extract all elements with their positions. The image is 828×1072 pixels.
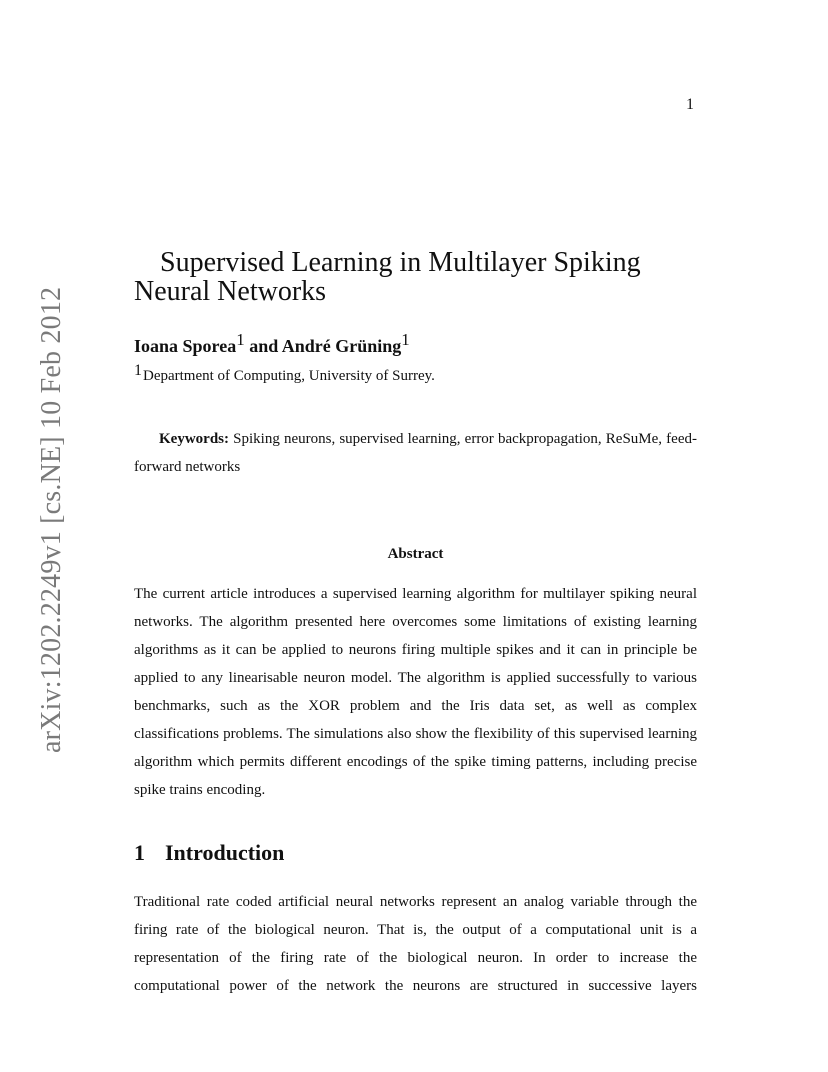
keywords-label: Keywords: — [159, 431, 229, 447]
affiliation-mark: 1 — [134, 362, 142, 379]
keywords — [134, 425, 697, 481]
affiliation-mark: 1 — [236, 330, 245, 349]
affiliation-text: Department of Computing, University of Surrey. — [143, 368, 435, 384]
author-name: Ioana Sporea — [134, 336, 237, 356]
author-connector: and — [249, 336, 279, 356]
section-title: Introduction — [165, 840, 285, 865]
author-list — [134, 330, 410, 357]
keywords-text: Spiking neurons, supervised learning, error backpropagation, ReSuMe, feed-forward networks — [134, 431, 697, 475]
author-name: André Grüning — [281, 336, 402, 356]
paper-title: Supervised Learning in Multilayer Spiking Neural Networks — [134, 247, 641, 307]
abstract-heading: Abstract — [387, 546, 444, 562]
affiliation-mark: 1 — [401, 330, 410, 349]
section-heading — [134, 840, 284, 866]
section-number: 1 — [134, 840, 145, 865]
affiliation — [134, 362, 435, 385]
abstract-body: The current article introduces a supervised learning algorithm for multilayer spiking neural networks. The algorithm presented here overcomes some limitations of existing learning algorithms as it can be applied to neurons firing multiple spikes and it can in principle be applied to any linearisable neuron model. The algorithm is applied successfully to various benchmarks, such as the XOR problem and the Iris data set, as well as complex classifications problems. The simulations also show the flexibility of this supervised learning algorithm which permits different encodings of the spike timing patterns, including precise spike trains encoding. — [134, 586, 697, 798]
introduction-body: Traditional rate coded artificial neural networks represent an analog variable through the firing rate of the biological neuron. That is, the output of a computational unit is a representation of the firing rate of the biological neuron. In order to increase the computational power of the network the neurons are structured in successive layers — [134, 894, 697, 994]
arxiv-identifier-stamp[interactable]: arXiv:1202.2249v1 [cs.NE] 10 Feb 2012 — [36, 286, 67, 753]
page-number: 1 — [686, 96, 694, 113]
